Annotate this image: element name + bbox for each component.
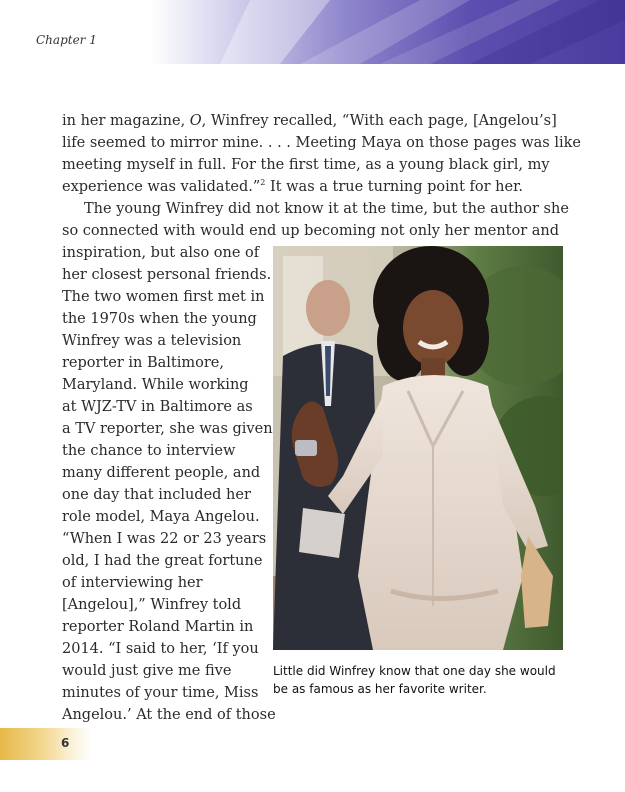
column-line: would just give me five xyxy=(62,663,232,679)
header-decoration xyxy=(0,0,625,64)
body-line-1: in her magazine, O, Winfrey recalled, “With each page, [Angelou’s] xyxy=(62,113,557,129)
column-line: 2014. “I said to her, ‘If you xyxy=(62,641,259,657)
caption-line-1: Little did Winfrey know that one day she would xyxy=(273,664,556,678)
photo-winfrey xyxy=(273,246,563,650)
column-line: old, I had the great fortune xyxy=(62,553,263,569)
column-line: Maryland. While working xyxy=(62,377,249,393)
column-line: the chance to interview xyxy=(62,443,236,459)
column-line: her closest personal friends. xyxy=(62,267,272,283)
header-band xyxy=(0,0,625,64)
column-line: Winfrey was a television xyxy=(62,333,242,349)
body-line-2: life seemed to mirror mine. . . . Meeting Maya on those pages was like xyxy=(62,135,581,151)
column-line: the 1970s when the young xyxy=(62,311,257,327)
body-line-6: so connected with would end up becoming not only her mentor and xyxy=(62,223,560,239)
column-text xyxy=(62,242,276,726)
page-number-tab xyxy=(0,728,92,760)
column-line: [Angelou],” Winfrey told xyxy=(62,597,242,613)
body-line-4-main: experience was validated.” xyxy=(62,179,261,195)
column-line: reporter in Baltimore, xyxy=(62,355,224,371)
body-line-4-tail: It was a true turning point for her. xyxy=(265,179,524,195)
photo-illustration xyxy=(273,246,563,650)
column-line: “When I was 22 or 23 years xyxy=(62,531,267,547)
photo-caption xyxy=(273,662,573,698)
column-line: inspiration, but also one of xyxy=(62,245,260,261)
column-line: at WJZ-TV in Baltimore as xyxy=(62,399,253,415)
footnote-ref: 2 xyxy=(260,178,266,188)
body-line-5: The young Winfrey did not know it at the time, but the author she xyxy=(84,201,569,217)
column-line: one day that included her xyxy=(62,487,251,503)
column-line: of interviewing her xyxy=(62,575,203,591)
column-line: The two women first met in xyxy=(62,289,265,305)
body-text xyxy=(62,110,581,242)
column-line: reporter Roland Martin in xyxy=(62,619,254,635)
caption-line-2: be as famous as her favorite writer. xyxy=(273,682,487,696)
column-line: Angelou.’ At the end of those xyxy=(62,707,276,723)
column-line: role model, Maya Angelou. xyxy=(62,509,260,525)
chapter-label: Chapter 1 xyxy=(36,33,97,47)
column-line: a TV reporter, she was given xyxy=(62,421,273,437)
column-line: minutes of your time, Miss xyxy=(62,685,259,701)
body-line-3: meeting myself in full. For the first time, as a young black girl, my xyxy=(62,157,550,173)
page-number: 6 xyxy=(61,736,70,750)
body-line-4 xyxy=(62,176,552,198)
column-line: many different people, and xyxy=(62,465,261,481)
